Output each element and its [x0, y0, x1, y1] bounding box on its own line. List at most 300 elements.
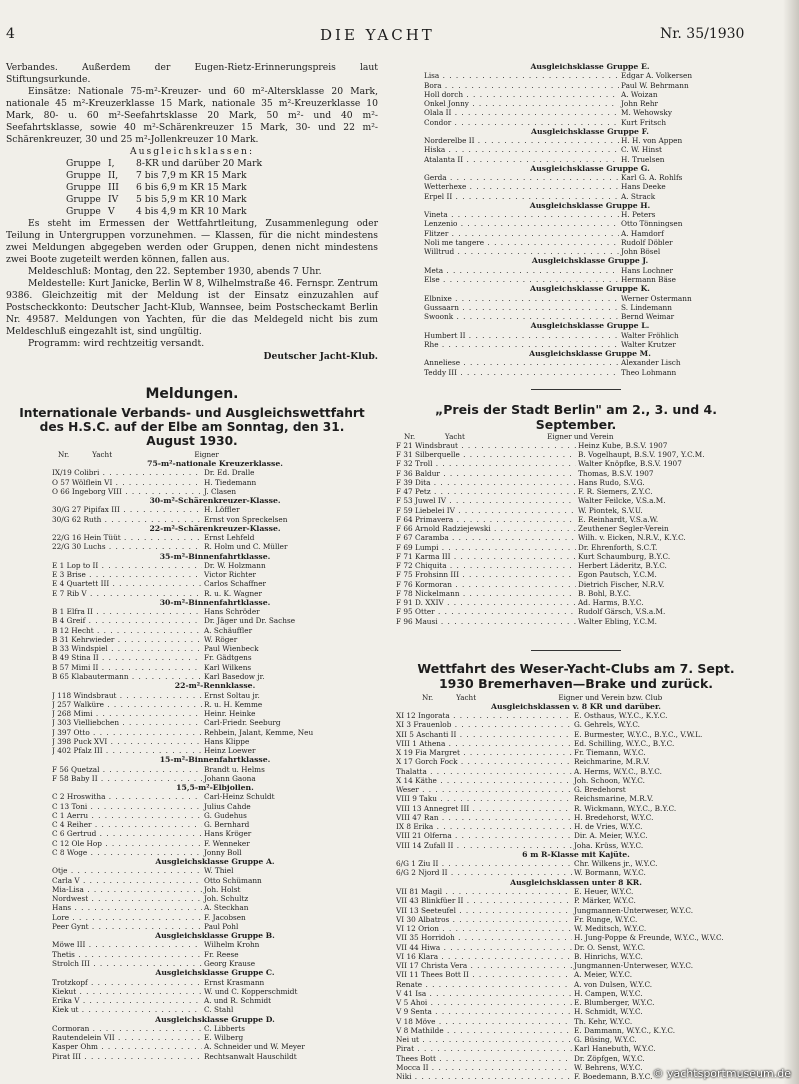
owner-name: A. Hamdorf [621, 228, 664, 238]
para-programm: Programm: wird rechtzeitig versandt. [28, 338, 205, 349]
yacht-name: F 59 Liebelei IV . . . [396, 506, 576, 515]
yacht-name: Hans . . . [52, 903, 202, 912]
owner-name: Dir. A. Meier, W.Y.C. [574, 831, 648, 841]
owner-name: Fr. Reese [204, 949, 239, 959]
owner-name: John Bösel [621, 247, 661, 257]
right-column [396, 62, 756, 1081]
table-row [396, 543, 756, 552]
owner-name: Walter Knöpfke, B.S.V. 1907 [578, 459, 682, 469]
yacht-name: Erika V . . . [52, 996, 202, 1005]
group-spec: 6 bis 6,9 m KR 15 Mark [136, 182, 247, 193]
owner-name: Zeuthener Segler-Verein [578, 524, 669, 534]
owner-name: Carl-Friedr. Seeburg [204, 718, 281, 728]
yacht-name: C 1 Aerru . . . [52, 811, 202, 820]
owner-name: Ernst von Spreckelsen [204, 514, 288, 524]
table-row [396, 589, 756, 598]
owner-name: Hans Lochner [621, 265, 674, 275]
yacht-name: Willtrud . . . [424, 247, 619, 256]
table-row [396, 598, 756, 607]
yacht-name: Peer Gynt . . . [52, 922, 202, 931]
yacht-name: VIII 14 Zufall II . . . [396, 841, 572, 850]
table-row [396, 906, 756, 915]
yacht-name: Lore . . . [52, 913, 202, 922]
table-row [52, 940, 378, 949]
yacht-name: IX 8 Erika . . . [396, 822, 572, 831]
table-row [52, 774, 378, 783]
table-row [52, 616, 378, 625]
yacht-name: Mocca II . . . [396, 1063, 572, 1072]
yacht-name: Norderelbe II . . . [424, 136, 619, 145]
owner-name: H. Tiedemann [204, 477, 257, 487]
yacht-name: X 14 Käthe . . . [396, 776, 572, 785]
owner-name: Kurt Fritsch [621, 117, 667, 127]
table-row [52, 1033, 378, 1042]
yacht-name: F 67 Caramba . . . [396, 533, 576, 542]
yacht-name: IX/19 Colibri . . . [52, 468, 202, 477]
table-row [396, 794, 756, 803]
yacht-name: Erpel II . . . [424, 192, 619, 201]
owner-name: Ernst Lehfeld [204, 533, 255, 543]
table-row [396, 831, 756, 840]
table-row [396, 1007, 756, 1016]
table-row [396, 478, 756, 487]
yacht-name: E 3 Brise . . . [52, 570, 202, 579]
table-row [52, 811, 378, 820]
yacht-name: VII 13 Seeteufel . . . [396, 906, 572, 915]
table-row [52, 737, 378, 746]
yacht-name: Else . . . [424, 275, 619, 284]
owner-name: W. Röger [204, 634, 238, 644]
table-row [424, 247, 756, 256]
yacht-name: VII 35 Horridoh . . . [396, 933, 572, 942]
owner-name: A. Strack [621, 191, 656, 201]
owner-name: F. Boedemann, B.Y.C. [574, 1072, 653, 1082]
table-row [52, 885, 378, 894]
column-headers: Nr. Yacht Eigner [58, 450, 219, 459]
owner-name: Carl-Heinz Schuldt [204, 792, 275, 802]
table-row [52, 570, 378, 579]
yacht-name: Renate . . . [396, 980, 572, 989]
owner-name: Karl Basedow jr. [204, 671, 265, 681]
table-row [52, 533, 378, 542]
meldungen-heading: Meldungen. [145, 386, 239, 402]
owner-name: G. Bredehorst [574, 785, 626, 795]
owner-name: Reichsmarine, M.R.V. [574, 794, 654, 804]
owner-name: Dr. W. Holzmann [204, 560, 266, 570]
table-row [52, 487, 378, 496]
table-row [52, 579, 378, 588]
owner-name: Joh. Schoon, W.Y.C. [574, 775, 645, 785]
para-meldeschluss: Meldeschluß: Montag, den 22. September 1930, abends 7 Uhr. [28, 266, 322, 277]
yacht-name: J 402 Pfalz III . . . [52, 746, 202, 755]
yacht-name: Holl dorch . . . [424, 90, 619, 99]
owner-name: Paul W. Behrmann [621, 80, 689, 90]
table-row [396, 841, 756, 850]
owner-name: H. Löffler [204, 505, 240, 515]
table-row [396, 450, 756, 459]
owner-name: Dietrich Fischer, N.R.V. [578, 579, 665, 589]
left-column [6, 62, 378, 1061]
table-row [424, 210, 756, 219]
owner-name: W. und C. Kopperschmidt [204, 986, 298, 996]
table-row [396, 989, 756, 998]
yacht-name: F 95 Otter . . . [396, 607, 576, 616]
page-edge-shadow [783, 0, 799, 1084]
yacht-name: B 57 Mimi II . . . [52, 663, 202, 672]
owner-name: Ernst Krasmann [204, 977, 265, 987]
table-row [52, 709, 378, 718]
owner-name: Rudolf Gärsch, V.S.a.M. [578, 607, 666, 617]
yacht-name: J 398 Puck XVI . . . [52, 737, 202, 746]
table-row [396, 785, 756, 794]
table-row [396, 776, 756, 785]
yacht-name: B 49 Stina II . . . [52, 653, 202, 662]
owner-name: W. Thiel [204, 866, 234, 876]
table-row [52, 876, 378, 885]
section-title: 15-m²-Binnenfahrtklasse. [159, 755, 271, 765]
owner-name: Edgar A. Volkersen [621, 71, 693, 81]
table-row [424, 90, 756, 99]
table-row [424, 118, 756, 127]
table-row [396, 767, 756, 776]
owner-name: Paul Wienbeck [204, 644, 259, 654]
table-row [52, 802, 378, 811]
table-row [424, 155, 756, 164]
section-title: 35-m²-Binnenfahrtklasse. [159, 551, 271, 561]
yacht-name: Thees Bott . . . [396, 1054, 572, 1063]
divider-2 [531, 650, 621, 651]
table-row [424, 229, 756, 238]
yacht-name: F 78 Nickelmann . . . [396, 589, 576, 598]
owner-name: Wilhelm Krohn [204, 940, 260, 950]
table-row [52, 700, 378, 709]
group-row [66, 158, 378, 170]
yacht-name: F 36 Baldur . . . [396, 469, 576, 478]
yacht-name: 6/G 1 Ziu II . . . [396, 859, 572, 868]
yacht-name: F 71 Karma III . . . [396, 552, 576, 561]
group-spec: 5 bis 5,9 m KR 10 Mark [136, 194, 247, 205]
yacht-name: Nei ut . . . [396, 1035, 572, 1044]
table-row [52, 1052, 378, 1061]
table-row [424, 99, 756, 108]
owner-name: Bernd Weimar [621, 312, 675, 322]
table-row [52, 1005, 378, 1014]
table-row [52, 653, 378, 662]
owner-name: C. Libberts [204, 1023, 245, 1033]
table-row [396, 1054, 756, 1063]
owner-name: Jungmannen-Unterweser, W.Y.C. [574, 961, 694, 971]
yacht-name: Rautendelein VII . . . [52, 1033, 202, 1042]
group-row [66, 182, 378, 194]
section-title: Ausgleichsklasse Gruppe J. [531, 256, 649, 266]
group-spec: 4 bis 4,9 m KR 10 Mark [136, 206, 247, 217]
table-row [52, 691, 378, 700]
table-row [424, 358, 756, 367]
para-einsaetze: Einsätze: Nationale 75-m²-Kreuzer- und 60 m²-Altersklasse 20 Mark, nationale 45 m²-Kreuzerklasse 15 Mark, nationale 35 m²-Kreuzerklasse 10 Mark, 80- u. 60 m²-Seefahrtsklasse 20 Mark, 50 m²- und 40 m²-Seefahrtsklasse, sowie 40 m²-Schärenkreuzer 15 Mark, 30- und 22 m²-Schärenkreuzer, 30 und 25 m²-Jollenkreuzer 10 Mark. [6, 86, 378, 145]
table-row [424, 71, 756, 80]
owner-name: A. Meier, W.Y.C. [574, 970, 633, 980]
table-row [52, 978, 378, 987]
table-row [52, 913, 378, 922]
section-title: 15,5-m²-Elbjollen. [176, 783, 254, 793]
owner-name: R. Holm und C. Müller [204, 542, 288, 552]
table-row [396, 822, 756, 831]
table-row [52, 792, 378, 801]
yacht-name: B 31 Kehrwieder . . . [52, 635, 202, 644]
owner-name: Dr. Zöpfgen, W.Y.C. [574, 1053, 645, 1063]
yacht-name: Olala II . . . [424, 108, 619, 117]
yacht-name: Strolch III . . . [52, 959, 202, 968]
yacht-name: Lisa . . . [424, 71, 619, 80]
owner-name: E. Reinhardt, V.S.a.W. [578, 514, 659, 524]
owner-name: Otto Tönningsen [621, 219, 683, 229]
owner-name: Georg Krause [204, 958, 256, 968]
table-row [52, 829, 378, 838]
owner-name: H. Truelsen [621, 154, 665, 164]
table-row [52, 542, 378, 551]
table-row [424, 136, 756, 145]
table-row [396, 748, 756, 757]
yacht-name: F 47 Petz . . . [396, 487, 576, 496]
table-row [396, 943, 756, 952]
owner-name: Werner Ostermann [621, 293, 692, 303]
table-row [396, 868, 756, 877]
table-row [396, 1044, 756, 1053]
section-title: 22-m²-Schärenkreuzer-Klasse. [149, 523, 281, 533]
owner-name: B. Vogelhaupt, B.S.V. 1907, Y.C.M. [578, 450, 705, 460]
owner-name: Ad. Harms, B.Y.C. [578, 598, 644, 608]
owner-name: Jonny Boll [204, 847, 242, 857]
table-row [396, 859, 756, 868]
yacht-name: B 1 Elfra II . . . [52, 607, 202, 616]
yacht-name: XII 5 Aschanti II . . . [396, 730, 572, 739]
yacht-name: Carla V . . . [52, 876, 202, 885]
table-row [52, 635, 378, 644]
berlin-entries [396, 441, 756, 626]
owner-name: Carlos Schaffner [204, 579, 267, 589]
owner-name: A. Schneider und W. Meyer [204, 1042, 305, 1052]
entries-left [52, 459, 378, 1061]
table-row [52, 996, 378, 1005]
owner-name: Joh. Schultz [204, 894, 249, 904]
table-row [52, 468, 378, 477]
yacht-name: V 41 Isa . . . [396, 989, 572, 998]
table-row [396, 961, 756, 970]
group-label: Gruppe [66, 158, 101, 169]
table-row [396, 998, 756, 1007]
owner-name: R. u. K. Wagner [204, 588, 262, 598]
table-row [52, 903, 378, 912]
yacht-name: VI 30 Albatros . . . [396, 915, 572, 924]
yacht-name: VI 12 Orion . . . [396, 924, 572, 933]
owner-name: Theo Lohmann [621, 367, 677, 377]
yacht-name: Trotzkopf . . . [52, 978, 202, 987]
owner-name: Joh. Holst [204, 884, 241, 894]
yacht-name: J 397 Otto . . . [52, 728, 202, 737]
group-spec: 8-KR und darüber 20 Mark [136, 158, 263, 169]
group-roman: III [108, 182, 119, 193]
section-title: Ausgleichsklasse Gruppe H. [529, 200, 651, 210]
owner-name: Dr. O. Senst, W.Y.C. [574, 942, 646, 952]
yacht-name: O 66 Ingeborg VIII . . . [52, 487, 202, 496]
table-row [396, 970, 756, 979]
owner-name: G. Büsing, W.Y.C. [574, 1035, 637, 1045]
para-ermessen: Es steht im Ermessen der Wettfahrtleitung, Zusammenlegung oder Teilung in Untergruppen vorzunehmen. — Klassen, für die nicht mindestens zwei Meldungen abgegeben werden oder Gruppen, denen nicht mindestens zwei Boote zugeteilt werden können, fallen aus. [6, 218, 378, 265]
table-row [396, 617, 756, 626]
owner-name: Heinr. Heinke [204, 709, 256, 719]
group-list [6, 158, 378, 218]
table-row [52, 505, 378, 514]
table-row [396, 533, 756, 542]
table-row [396, 887, 756, 896]
table-row [396, 730, 756, 739]
yacht-name: Nordwest . . . [52, 894, 202, 903]
owner-name: Brandt u. Helms [204, 764, 265, 774]
owner-name: R. Wickmann, W.Y.C., B.Y.C. [574, 803, 677, 813]
owner-name: Chr. Wilkens jr., W.Y.C. [574, 859, 658, 869]
yacht-name: Vineta . . . [424, 210, 619, 219]
table-row [52, 765, 378, 774]
table-row [52, 950, 378, 959]
yacht-name: Kiek ut . . . [52, 1005, 202, 1014]
section-title: 22-m²-Rennklasse. [174, 681, 256, 691]
yacht-name: F 91 D. XXIV . . . [396, 598, 576, 607]
owner-name: Otto Schümann [204, 875, 262, 885]
table-row [424, 340, 756, 349]
owner-name: Victor Richter [204, 570, 257, 580]
yacht-name: Weser . . . [396, 785, 572, 794]
event-title: Internationale Verbands- und Ausgleichswettfahrt des H.S.C. auf der Elbe am Sonntag, den 31. August 1930. [19, 406, 365, 448]
owner-name: Hans Rudo, S.V.G. [578, 477, 645, 487]
ausgleich-title: Ausgleichsklassen: [129, 146, 255, 157]
owner-name: A. Steckhan [204, 903, 249, 913]
yacht-name: VII 44 Hiwa . . . [396, 943, 572, 952]
table-row [396, 952, 756, 961]
yacht-name: B 65 Klabautermann . . . [52, 672, 202, 681]
yacht-name: F 31 Silberquelle . . . [396, 450, 576, 459]
group-roman: I, [108, 158, 115, 169]
yacht-name: V 9 Senta . . . [396, 1007, 572, 1016]
section-title: Ausgleichsklasse Gruppe D. [155, 1014, 275, 1024]
table-row [396, 896, 756, 905]
yacht-name: B 12 Hecht . . . [52, 626, 202, 635]
yacht-name: F 76 Kormoran . . . [396, 580, 576, 589]
yacht-name: Pirat . . . [396, 1044, 572, 1053]
owner-name: Hans Deeke [621, 182, 666, 192]
yacht-name: F 75 Frohsinn III . . . [396, 570, 576, 579]
owner-name: Karl G. A. Rohlfs [621, 173, 683, 183]
yacht-name: Lenzenio . . . [424, 219, 619, 228]
table-row [396, 469, 756, 478]
owner-name: Rehbein, Jalant, Kemme, Neu [204, 727, 314, 737]
yacht-name: Gussaarn . . . [424, 303, 619, 312]
table-row [424, 219, 756, 228]
yacht-name: V 5 Ahoi . . . [396, 998, 572, 1007]
owner-name: G. Gudehus [204, 810, 247, 820]
owner-name: F. Wenneker [204, 838, 250, 848]
table-row [52, 922, 378, 931]
table-row [424, 275, 756, 284]
table-row [52, 1042, 378, 1051]
table-row [396, 570, 756, 579]
para-verbandes: Verbandes. Außerdem der Eugen-Rietz-Erinnerungspreis laut Stiftungsurkunde. [6, 62, 378, 85]
table-row [52, 839, 378, 848]
group-roman: V [108, 206, 115, 217]
yacht-name: VIII 21 Olferna . . . [396, 831, 572, 840]
owner-name: Fr. Tiemann, W.Y.C. [574, 748, 646, 758]
magazine-title: DIE YACHT [320, 26, 435, 44]
owner-name: Hans Kröger [204, 829, 252, 839]
yacht-name: Flitzer . . . [424, 229, 619, 238]
yacht-name: XI 3 Frauenlob . . . [396, 720, 572, 729]
section-title: 30-m²-Binnenfahrtklasse. [159, 597, 271, 607]
yacht-name: F 72 Chiquita . . . [396, 561, 576, 570]
owner-name: A. Woizan [621, 89, 658, 99]
table-row [396, 711, 756, 720]
berlin-title: „Preis der Stadt Berlin" am 2., 3. und 4. September. [435, 401, 717, 432]
yacht-name: F 96 Mausi . . . [396, 617, 576, 626]
owner-name: W. Meditsch, W.Y.C. [574, 924, 647, 934]
owner-name: Hermann Bäse [621, 274, 676, 284]
yacht-name: F 53 Juwel IV . . . [396, 496, 576, 505]
owner-name: Karl Wilkens [204, 662, 252, 672]
owner-name: H. Peters [621, 210, 656, 220]
yacht-name: F 21 Windsbraut . . . [396, 441, 576, 450]
section-title: Ausgleichsklasse Gruppe B. [155, 931, 275, 941]
yacht-name: Bora . . . [424, 81, 619, 90]
section-title: Ausgleichsklasse Gruppe A. [155, 857, 275, 867]
owner-name: Th. Kehr, W.Y.C. [574, 1016, 633, 1026]
section-title: Ausgleichsklasse Gruppe E. [530, 62, 650, 71]
yacht-name: J 257 Walküre . . . [52, 700, 202, 709]
owner-name: C. Stahl [204, 1005, 234, 1015]
owner-name: A. von Dulsen, W.Y.C. [574, 979, 653, 989]
yacht-name: Swoonk . . . [424, 312, 619, 321]
owner-name: Walter Krutzer [621, 339, 676, 349]
owner-name: Karl Hanebuth, W.Y.C. [574, 1044, 656, 1054]
owner-name: Ernst Soltau jr. [204, 690, 260, 700]
section-title: Ausgleichsklasse Gruppe L. [530, 321, 650, 331]
owner-name: B. Hinrichs, W.Y.C. [574, 951, 643, 961]
yacht-name: VII 43 Blinkfüer II . . . [396, 896, 572, 905]
owner-name: F. Jacobsen [204, 912, 246, 922]
yacht-name: Atalanta II . . . [424, 155, 619, 164]
owner-name: John Rehr [621, 99, 659, 109]
yacht-name: Teddy III . . . [424, 368, 619, 377]
yacht-name: J 268 Mimi . . . [52, 709, 202, 718]
table-row [52, 866, 378, 875]
owner-name: Alexander Lisch [621, 358, 681, 368]
yacht-name: X 17 Gorch Fock . . . [396, 757, 572, 766]
table-row [52, 746, 378, 755]
yacht-name: C 8 Woge . . . [52, 848, 202, 857]
table-row [396, 980, 756, 989]
section-title: Ausgleichsklasse Gruppe K. [530, 284, 650, 294]
table-row [424, 145, 756, 154]
table-row [424, 266, 756, 275]
table-row [396, 552, 756, 561]
table-row [52, 987, 378, 996]
owner-name: H. Campen, W.Y.C. [574, 988, 643, 998]
group-roman: II, [108, 170, 119, 181]
owner-name: Dr. Ehrenforth, S.C.T. [578, 542, 658, 552]
table-row [424, 238, 756, 247]
owner-name: E. Burmester, W.Y.C., B.Y.C., V.W.L. [574, 729, 703, 739]
section-title: Ausgleichsklasse Gruppe C. [155, 968, 275, 978]
weser-title: Wettfahrt des Weser-Yacht-Clubs am 7. Sept. 1930 Bremerhaven—Brake und zurück. [417, 660, 735, 691]
berlin-headers: Nr. Yacht Eigner und Verein [404, 431, 614, 441]
owner-name: Rechtsanwalt Hauschildt [204, 1051, 297, 1061]
